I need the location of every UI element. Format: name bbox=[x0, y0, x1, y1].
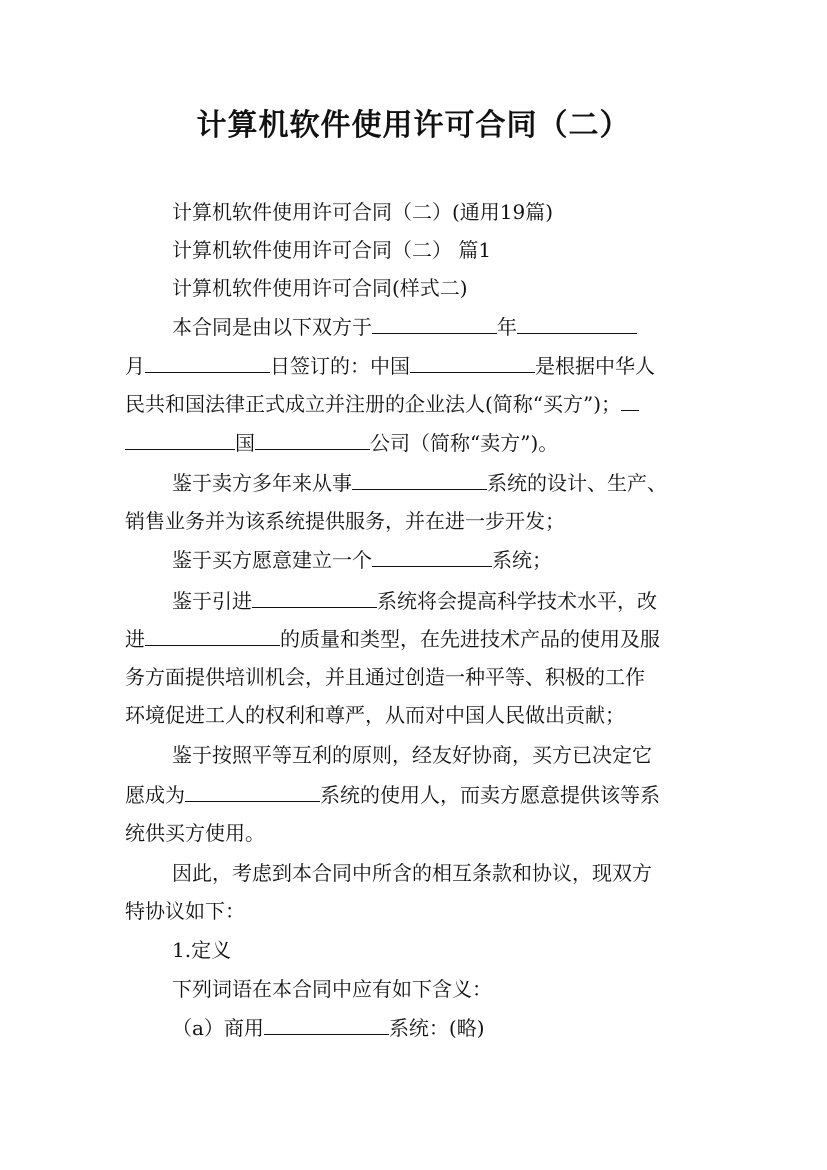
text-segment: 鉴于引进 bbox=[172, 589, 252, 613]
text-segment: 系统将会提高科学技术水平，改 bbox=[377, 589, 657, 613]
text-segment: 系统； bbox=[492, 548, 552, 572]
blank-line bbox=[185, 783, 320, 802]
text-segment: 民共和国法律正式成立并注册的企业法人(简称“买方”)； bbox=[125, 392, 622, 416]
text-segment: 的质量和类型，在先进技术产品的使用及服 bbox=[280, 627, 660, 651]
section-1-heading: 1.定义 bbox=[172, 938, 232, 962]
paragraph-6-line-2: 特协议如下： bbox=[125, 899, 245, 923]
text-segment: 本合同是由以下双方于 bbox=[172, 315, 372, 339]
text-segment: 鉴于卖方多年来从事 bbox=[172, 471, 352, 495]
paragraph-4-line-1 bbox=[172, 588, 657, 614]
blank-line bbox=[125, 431, 235, 450]
blank-line bbox=[621, 392, 639, 411]
section-1-intro: 下列词语在本合同中应有如下含义： bbox=[172, 977, 492, 1001]
subtitle-line: 计算机软件使用许可合同（二）(通用19篇) bbox=[172, 200, 554, 224]
paragraph-1-line-4 bbox=[125, 430, 558, 456]
blank-line bbox=[145, 354, 270, 373]
paragraph-4-line-2 bbox=[125, 626, 660, 652]
section-1-item-a bbox=[172, 1015, 485, 1041]
blank-line bbox=[372, 548, 492, 567]
blank-line bbox=[410, 354, 535, 373]
text-segment: （a）商用 bbox=[172, 1016, 264, 1040]
text-segment: 系统的使用人，而卖方愿意提供该等系 bbox=[320, 783, 660, 807]
blank-line bbox=[352, 471, 487, 490]
document-title: 计算机软件使用许可合同（二） bbox=[196, 108, 631, 143]
blank-line bbox=[255, 431, 370, 450]
paragraph-4-line-4: 环境促进工人的权利和尊严，从而对中国人民做出贡献； bbox=[125, 703, 625, 727]
text-segment: 月 bbox=[125, 354, 145, 378]
paragraph-3-line-1 bbox=[172, 547, 552, 573]
blank-line bbox=[252, 589, 377, 608]
paragraph-5-line-2 bbox=[125, 782, 660, 808]
paragraph-4-line-3: 务方面提供培训机会，并且通过创造一种平等、积极的工作 bbox=[125, 665, 645, 689]
text-segment: 系统：(略) bbox=[388, 1016, 485, 1040]
paragraph-5-line-3: 统供买方使用。 bbox=[125, 821, 265, 845]
style-line: 计算机软件使用许可合同(样式二) bbox=[172, 276, 468, 300]
blank-line bbox=[145, 627, 280, 646]
paragraph-2-line-2: 销售业务并为该系统提供服务，并在进一步开发； bbox=[125, 509, 565, 533]
paragraph-1-line-3 bbox=[125, 391, 639, 417]
text-segment: 愿成为 bbox=[125, 783, 185, 807]
paragraph-6-line-1: 因此，考虑到本合同中所含的相互条款和协议，现双方 bbox=[172, 861, 652, 885]
text-segment: 公司（简称“卖方”)。 bbox=[370, 431, 559, 455]
text-segment: 进 bbox=[125, 627, 145, 651]
text-segment: 是根据中华人 bbox=[535, 354, 655, 378]
paragraph-2-line-1 bbox=[172, 470, 667, 496]
blank-line bbox=[264, 1016, 389, 1035]
text-segment: 日签订的：中国 bbox=[270, 354, 410, 378]
paragraph-1-line-1 bbox=[172, 314, 637, 340]
paragraph-5-line-1: 鉴于按照平等互利的原则，经友好协商，买方已决定它 bbox=[172, 743, 652, 767]
blank-line bbox=[372, 315, 497, 334]
chapter-line: 计算机软件使用许可合同（二） 篇1 bbox=[172, 238, 492, 262]
text-segment: 国 bbox=[235, 431, 255, 455]
text-segment: 年 bbox=[497, 315, 517, 339]
text-segment: 鉴于买方愿意建立一个 bbox=[172, 548, 372, 572]
blank-line bbox=[517, 315, 637, 334]
text-segment: 系统的设计、生产、 bbox=[487, 471, 667, 495]
paragraph-1-line-2 bbox=[125, 353, 655, 379]
